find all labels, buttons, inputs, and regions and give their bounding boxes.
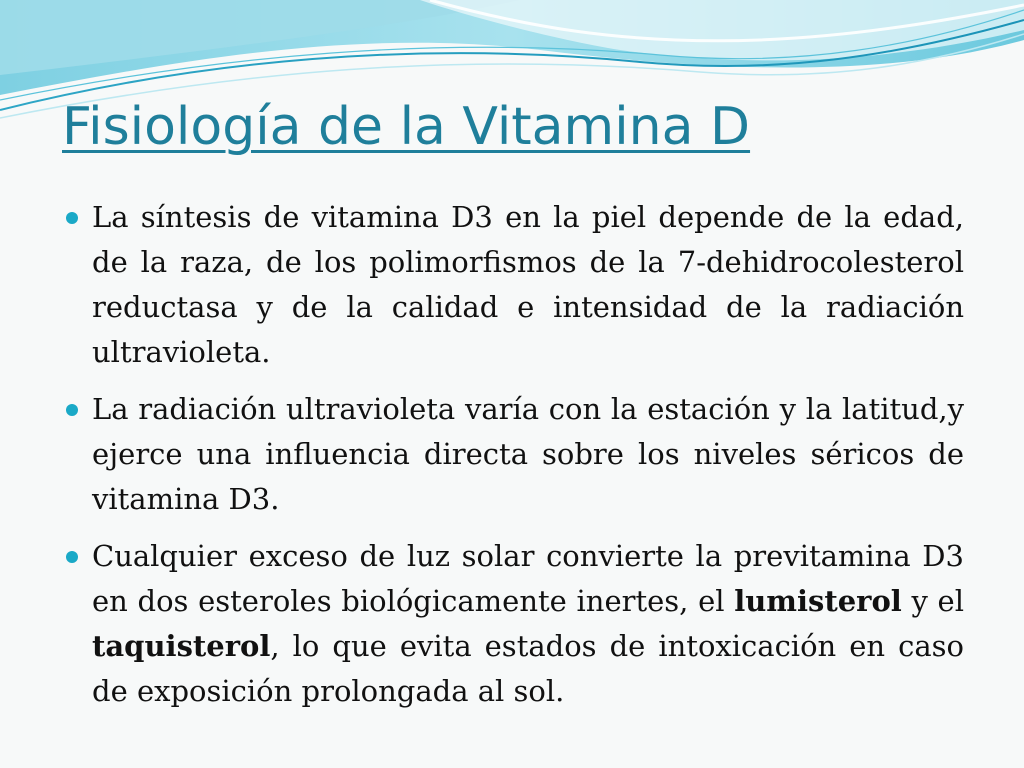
bullet-dot-icon	[66, 212, 78, 224]
slide-title: Fisiología de la Vitamina D	[62, 97, 751, 157]
bullet-list	[62, 195, 964, 726]
bullet-text: La radiación ultravioleta varía con la estación y la latitud,y ejerce una influencia directa sobre los niveles séricos de vitamina D3.	[92, 392, 964, 516]
bullet-dot-icon	[66, 551, 78, 563]
bullet-text: La síntesis de vitamina D3 en la piel depende de la edad, de la raza, de los polimorfismos de la 7-dehidrocolesterol reductasa y de la calidad e intensidad de la radiación ultravioleta.	[92, 200, 964, 369]
bullet-text-part: y el	[901, 584, 964, 618]
bold-term-taquisterol: taquisterol	[92, 629, 271, 663]
bullet-item	[62, 387, 964, 522]
bullet-dot-icon	[66, 404, 78, 416]
bullet-item	[62, 195, 964, 375]
bullet-text-part: Cualquier exceso de luz solar convierte la previtamina D3 en dos esteroles biológicamente inertes, el	[92, 539, 964, 618]
bullet-text-part: , lo que evita estados de intoxicación en caso de exposición prolongada al sol.	[92, 629, 964, 708]
bold-term-lumisterol: lumisterol	[734, 584, 902, 618]
bullet-item	[62, 534, 964, 714]
